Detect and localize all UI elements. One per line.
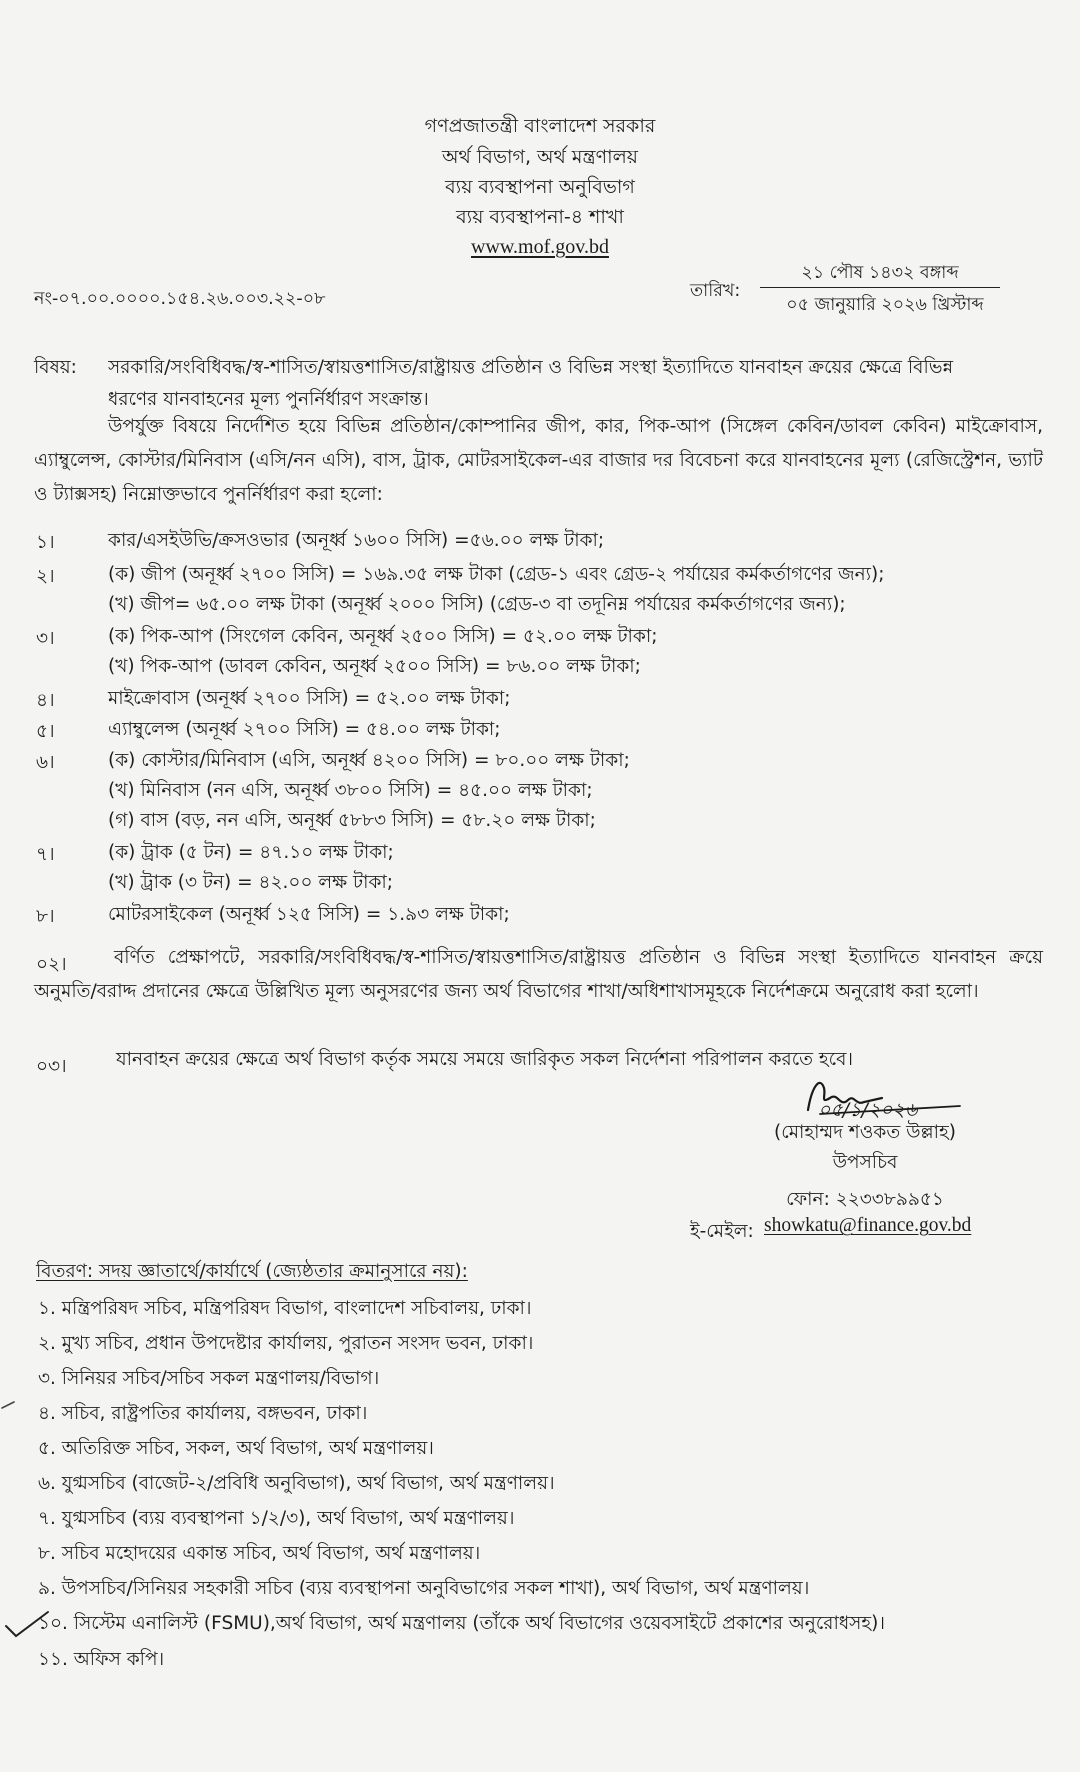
- signatory-name: (মোহাম্মদ শওকত উল্লাহ): [774, 1122, 956, 1143]
- distribution-item: ১০. সিস্টেম এনালিস্ট (FSMU),অর্থ বিভাগ, অর্থ মন্ত্রণালয় (তাঁকে অর্থ বিভাগের ওয়েবসাইটে প্রকাশের অনুরোধসহ)।: [38, 1613, 885, 1634]
- price-item-number: ৬।: [36, 752, 55, 773]
- email-label: ই-মেইল:: [690, 1221, 754, 1242]
- para3-text: যানবাহন ক্রয়ের ক্ষেত্রে অর্থ বিভাগ কর্তৃক সময়ে সময়ে জারিকৃত সকল নির্দেশনা পরিপালন করতে হবে।: [116, 1049, 853, 1070]
- date-divider: [760, 287, 1000, 288]
- intro-paragraph: উপর্যুক্ত বিষয়ে নির্দেশিত হয়ে বিভিন্ন প্রতিষ্ঠান/কোম্পানির জীপ, কার, পিক-আপ (সিঙ্গেল কেবিন/ডাবল কেবিন) মাইক্রোবাস, এ্যাম্বুলেন্স, কোস্টার/মিনিবাস (এসি/নন এসি), বাস, ট্রাক, মোটরসাইকেল-এর বাজার দর বিবেচনা করে যানবাহনের মূল্য (রেজিস্ট্রেশন, ভ্যাট ও ট্যাক্সসহ) নিম্নোক্তভাবে পুনর্নির্ধারণ করা হলো:: [34, 416, 1043, 505]
- para2-text: বর্ণিত প্রেক্ষাপটে, সরকারি/সংবিধিবদ্ধ/স্ব-শাসিত/স্বায়ত্তশাসিত/রাষ্ট্রায়ত্ত প্রতিষ্ঠান ও বিভিন্ন সংস্থা ইত্যাদিতে যানবাহন ক্রয়ে অনুমতি/বরাদ্দ প্রদানের ক্ষেত্রে উল্লিখিত মূল্য অনুসরণের জন্য অর্থ বিভাগের শাখা/অধিশাখাসমূহকে নির্দেশক্রমে অনুরোধ করা হলো।: [34, 947, 1043, 1002]
- distribution-item: ৯. উপসচিব/সিনিয়র সহকারী সচিব (ব্যয় ব্যবস্থাপনা অনুবিভাগের সকল শাখা), অর্থ বিভাগ, অর্থ মন্ত্রণালয়।: [38, 1578, 810, 1599]
- price-item-number: ৫।: [36, 721, 55, 742]
- price-item-line: (গ) বাস (বড়, নন এসি, অনূর্ধ্ব ৫৮৮৩ সিসি) = ৫৮.২০ লক্ষ টাকা;: [108, 810, 596, 831]
- price-item-number: ১।: [36, 532, 55, 553]
- price-item-line: (খ) পিক-আপ (ডাবল কেবিন, অনূর্ধ্ব ২৫০০ সিসি) = ৮৬.০০ লক্ষ টাকা;: [108, 656, 641, 677]
- price-item-line: মোটরসাইকেল (অনূর্ধ্ব ১২৫ সিসি) = ১.৯৩ লক্ষ টাকা;: [108, 904, 510, 925]
- distribution-item: ৩. সিনিয়র সচিব/সচিব সকল মন্ত্রণালয়/বিভাগ।: [38, 1368, 380, 1389]
- price-item-line: এ্যাম্বুলেন্স (অনূর্ধ্ব ২৭০০ সিসি) = ৫৪.০০ লক্ষ টাকা;: [108, 719, 501, 740]
- date-label: তারিখ:: [690, 281, 741, 301]
- distribution-item: ৭. যুগ্মসচিব (ব্যয় ব্যবস্থাপনা ১/২/৩), অর্থ বিভাগ, অর্থ মন্ত্রণালয়।: [38, 1508, 515, 1529]
- pen-mark-icon: [0, 1398, 20, 1412]
- signed-date: ০৫/১/২০২৬: [818, 1099, 918, 1121]
- distribution-title: বিতরণ: সদয় জ্ঞাতার্থে/কার্যার্থে (জ্যেষ্ঠতার ক্রমানুসারে নয়):: [36, 1261, 468, 1282]
- price-item-number: ২।: [36, 566, 55, 587]
- govt-name: গণপ্রজাতন্ত্রী বাংলাদেশ সরকার: [424, 115, 656, 137]
- price-item-line: মাইক্রোবাস (অনূর্ধ্ব ২৭০০ সিসি) = ৫২.০০ লক্ষ টাকা;: [108, 688, 511, 709]
- price-item-number: ৪।: [36, 690, 55, 711]
- distribution-item: ৪. সচিব, রাষ্ট্রপতির কার্যালয়, বঙ্গভবন, ঢাকা।: [38, 1403, 368, 1424]
- date-gregorian: ০৫ জানুয়ারি ২০২৬ খ্রিস্টাব্দ: [786, 295, 984, 315]
- memo-number: নং-০৭.০০.০০০০.১৫৪.২৬.০০৩.২২-০৮: [34, 289, 326, 309]
- signatory-email-link[interactable]: showkatu@finance.gov.bd: [764, 1215, 972, 1236]
- price-item-line: (খ) ট্রাক (৩ টন) = ৪২.০০ লক্ষ টাকা;: [108, 872, 394, 893]
- price-item-line: (ক) জীপ (অনূর্ধ্ব ২৭০০ সিসি) = ১৬৯.৩৫ লক্ষ টাকা (গ্রেড-১ এবং গ্রেড-২ পর্যায়ের কর্মকর্তাগণের জন্য);: [108, 564, 885, 585]
- price-item-line: (খ) জীপ= ৬৫.০০ লক্ষ টাকা (অনূর্ধ্ব ২০০০ সিসি) (গ্রেড-৩ বা তদূনিম্ন পর্যায়ের কর্মকর্তাগণের জন্য);: [108, 594, 846, 615]
- price-item-line: (ক) ট্রাক (৫ টন) = ৪৭.১০ লক্ষ টাকা;: [108, 842, 394, 863]
- distribution-item: ১১. অফিস কপি।: [38, 1649, 165, 1670]
- price-item-line: কার/এসইউভি/ক্রসওভার (অনূর্ধ্ব ১৬০০ সিসি) =৫৬.০০ লক্ষ টাকা;: [108, 530, 605, 551]
- website-link[interactable]: www.mof.gov.bd: [471, 236, 609, 258]
- distribution-item: ১. মন্ত্রিপরিষদ সচিব, মন্ত্রিপরিষদ বিভাগ, বাংলাদেশ সচিবালয়, ঢাকা।: [38, 1298, 532, 1319]
- checkmark-icon: [2, 1606, 52, 1642]
- distribution-item: ৫. অতিরিক্ত সচিব, সকল, অর্থ বিভাগ, অর্থ মন্ত্রণালয়।: [38, 1438, 434, 1459]
- price-item-line: (খ) মিনিবাস (নন এসি, অনূর্ধ্ব ৩৮০০ সিসি) = ৪৫.০০ লক্ষ টাকা;: [108, 780, 593, 801]
- price-item-line: (ক) পিক-আপ (সিংগেল কেবিন, অনূর্ধ্ব ২৫০০ সিসি) = ৫২.০০ লক্ষ টাকা;: [108, 626, 658, 647]
- price-item-number: ৮।: [36, 906, 55, 927]
- distribution-item: ২. মুখ্য সচিব, প্রধান উপদেষ্টার কার্যালয়, পুরাতন সংসদ ভবন, ঢাকা।: [38, 1333, 534, 1354]
- subject-label: বিষয়:: [34, 357, 77, 378]
- price-item-line: (ক) কোস্টার/মিনিবাস (এসি, অনূর্ধ্ব ৪২০০ সিসি) = ৮০.০০ লক্ষ টাকা;: [108, 750, 630, 771]
- date-bangla: ২১ পৌষ ১৪৩২ বঙ্গাব্দ: [801, 263, 959, 283]
- distribution-item: ৬. যুগ্মসচিব (বাজেট-২/প্রবিধি অনুবিভাগ), অর্থ বিভাগ, অর্থ মন্ত্রণালয়।: [38, 1473, 555, 1494]
- subject-line-2: ধরণের যানবাহনের মূল্য পুনর্নির্ধারণ সংক্রান্ত।: [108, 389, 429, 410]
- division-name: অর্থ বিভাগ, অর্থ মন্ত্রণালয়: [442, 146, 638, 168]
- subject-line-1: সরকারি/সংবিধিবদ্ধ/স্ব-শাসিত/স্বায়ত্তশাসিত/রাষ্ট্রায়ত্ত প্রতিষ্ঠান ও বিভিন্ন সংস্থা ইত্যাদিতে যানবাহন ক্রয়ের ক্ষেত্রে বিভিন্ন: [108, 357, 954, 378]
- price-item-number: ৩।: [36, 628, 55, 649]
- price-item-number: ৭।: [36, 844, 55, 865]
- signatory-phone: ফোন: ২২৩৩৮৯৯৫১: [786, 1189, 944, 1210]
- branch-name: ব্যয় ব্যবস্থাপনা-৪ শাখা: [456, 206, 624, 228]
- wing-name: ব্যয় ব্যবস্থাপনা অনুবিভাগ: [445, 176, 635, 198]
- signatory-designation: উপসচিব: [832, 1152, 898, 1173]
- para2-number: ০২।: [36, 954, 67, 975]
- distribution-item: ৮. সচিব মহোদয়ের একান্ত সচিব, অর্থ বিভাগ, অর্থ মন্ত্রণালয়।: [38, 1543, 481, 1564]
- para3-number: ০৩।: [36, 1056, 67, 1077]
